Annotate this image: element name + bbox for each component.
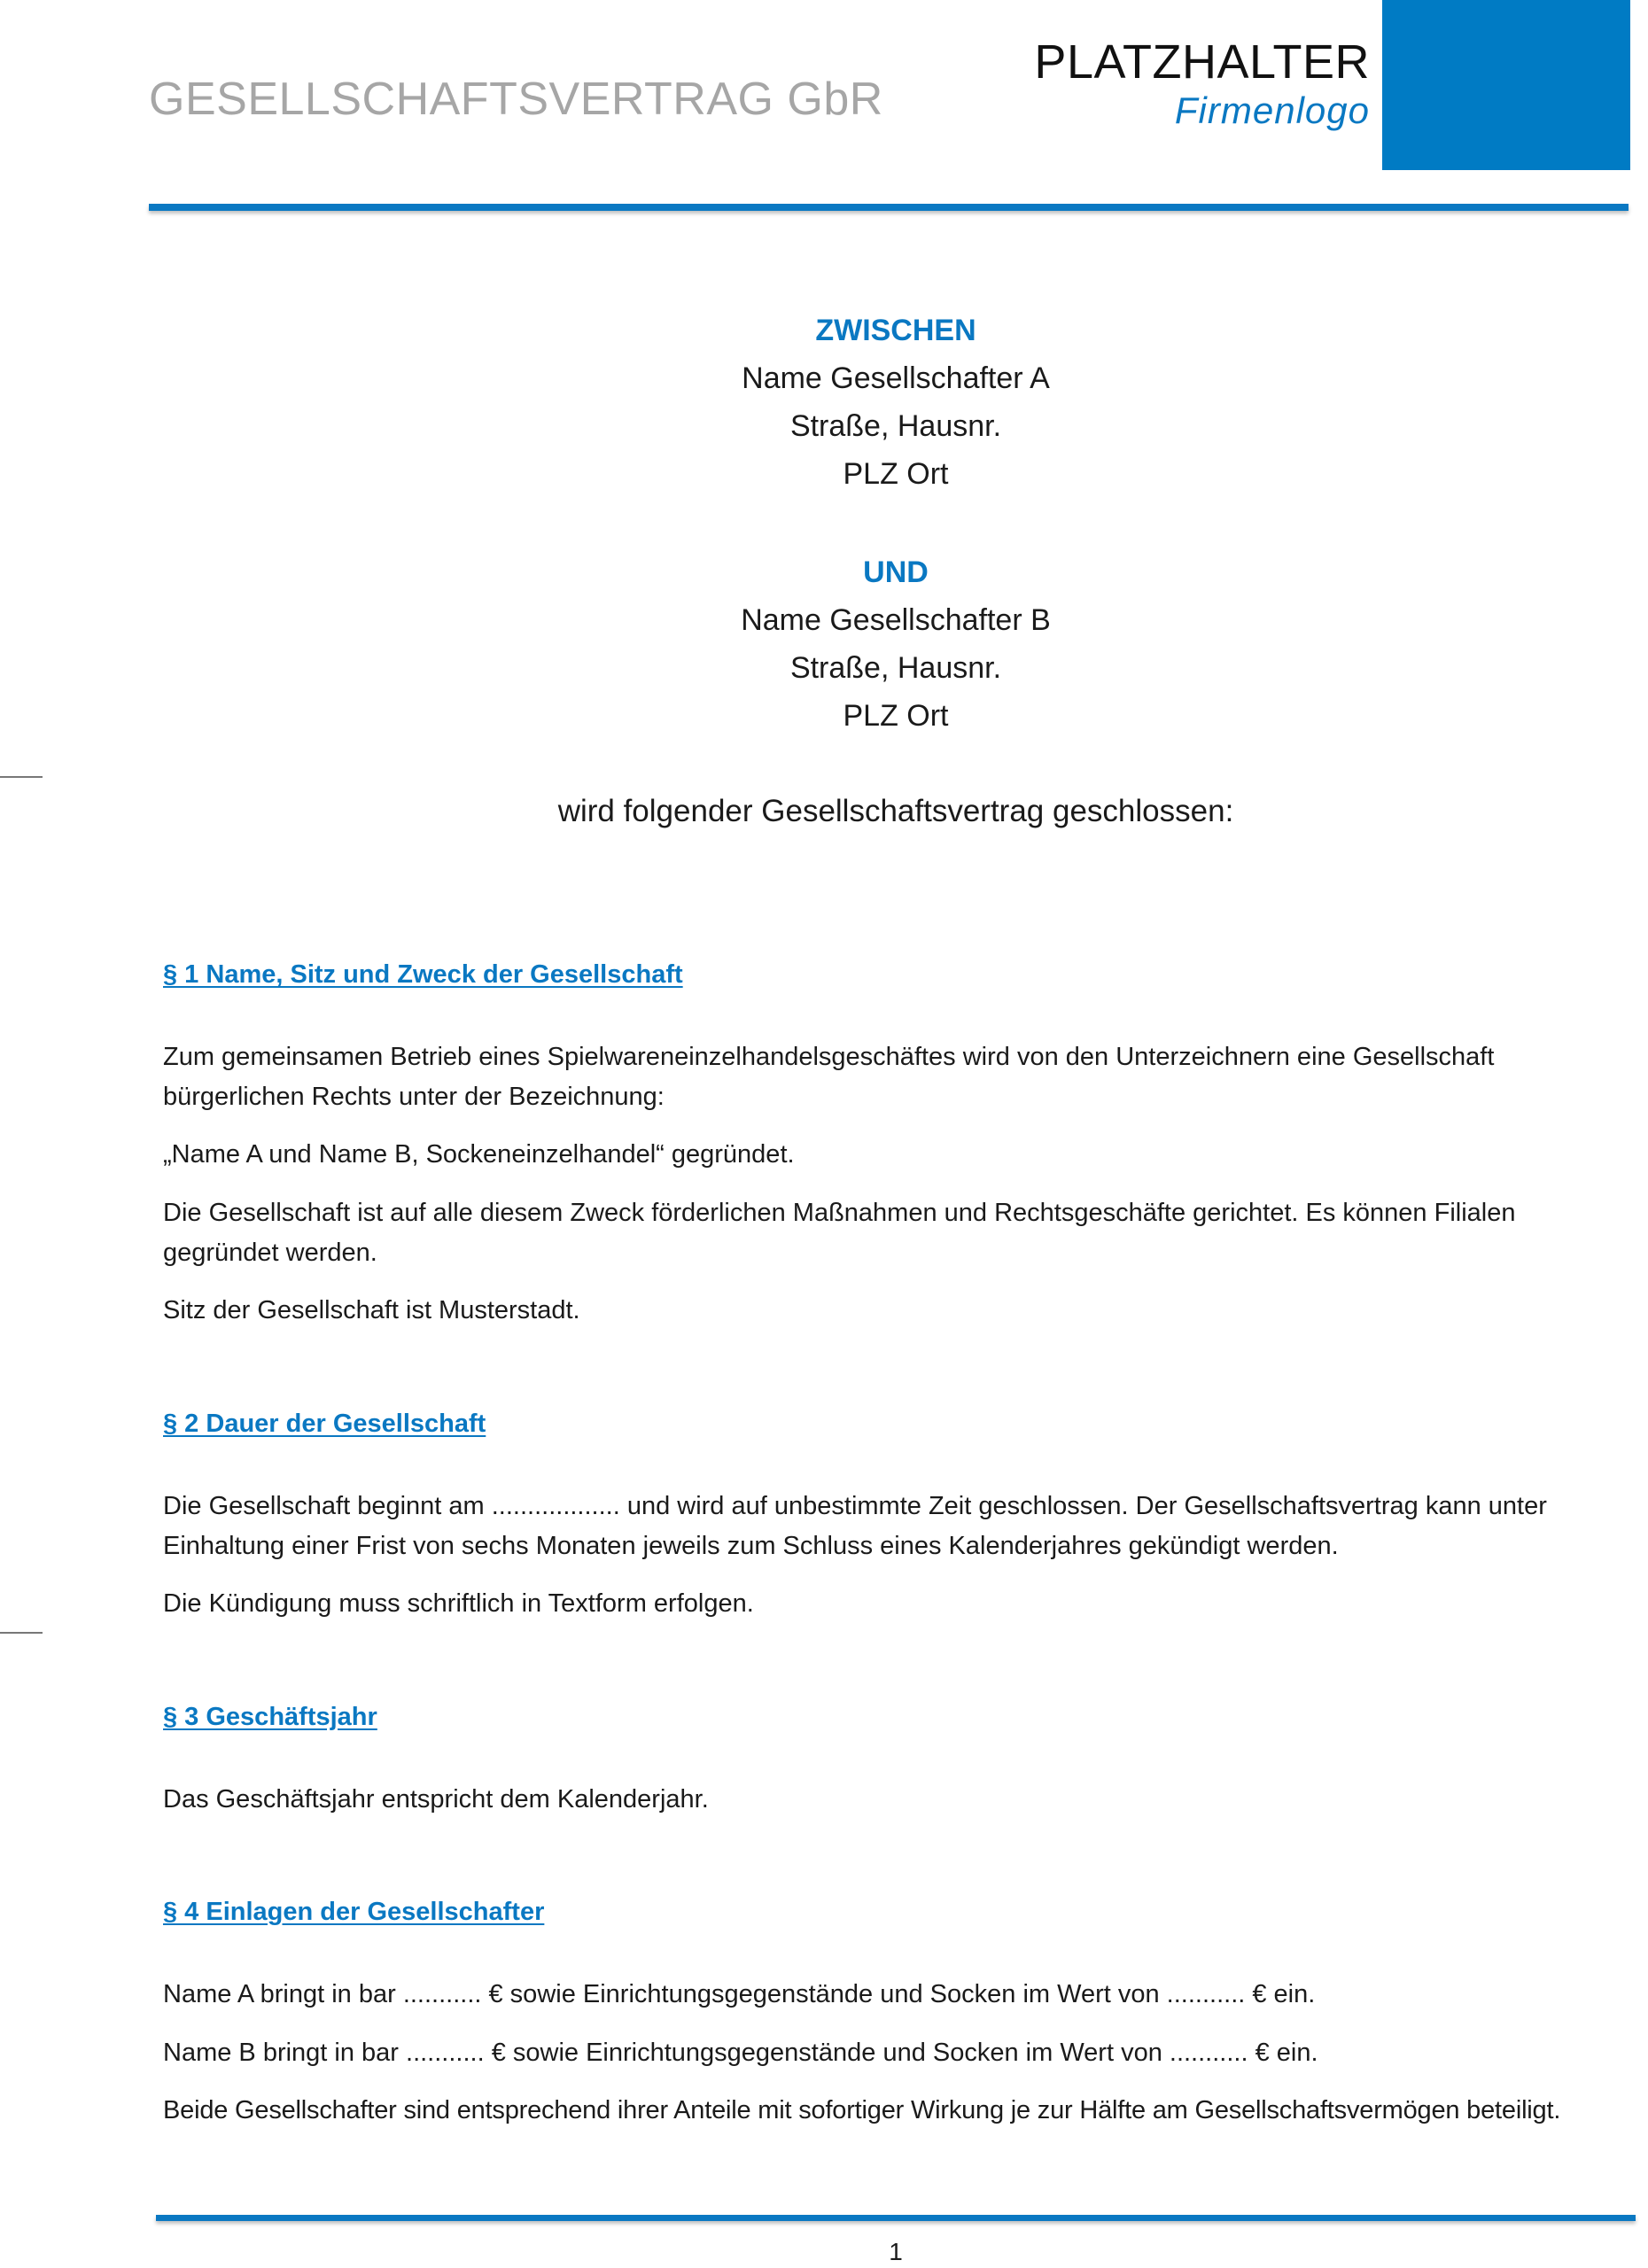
party-a-name: Name Gesellschafter A	[742, 361, 1050, 395]
header-divider	[149, 204, 1629, 211]
logo-main-text: PLATZHALTER	[1034, 35, 1370, 89]
section-3-heading: § 3 Geschäftsjahr	[163, 1703, 377, 1731]
party-b-name: Name Gesellschafter B	[741, 603, 1051, 637]
party-b-block	[0, 548, 1648, 740]
party-a-street: Straße, Hausnr.	[789, 409, 1002, 443]
footer-divider	[156, 2215, 1636, 2221]
section-4-paragraph: Name A bringt in bar ........... € sowie Einrichtungsgegenstände und Socken im Wert von ........... € ein.	[163, 1980, 1316, 2008]
section-4-heading: § 4 Einlagen der Gesellschafter	[163, 1898, 545, 1926]
and-label: UND	[863, 555, 929, 589]
company-logo	[1034, 34, 1370, 131]
party-a-block	[0, 307, 1648, 498]
section-1-paragraph: Sitz der Gesellschaft ist Musterstadt.	[163, 1296, 580, 1324]
section-2-heading: § 2 Dauer der Gesellschaft	[163, 1410, 486, 1438]
party-b-street: Straße, Hausnr.	[789, 651, 1002, 685]
logo-sub-text: Firmenlogo	[1174, 89, 1370, 131]
section-1-heading: § 1 Name, Sitz und Zweck der Gesellschaft	[163, 960, 683, 989]
document-title: GESELLSCHAFTSVERTRAG GbR	[149, 74, 883, 125]
section-2-paragraph: Die Gesellschaft beginnt am .................. und wird auf unbestimmte Zeit geschlossen. Der Gesellschaftsvertrag kann unter Einhaltung einer Frist von sechs Monaten jeweils zum Schluss eines Kalenderjahres gekündigt werden.	[163, 1492, 1547, 1560]
party-b-city: PLZ Ort	[843, 699, 949, 733]
page-number: 1	[889, 2238, 903, 2265]
party-a-city: PLZ Ort	[843, 457, 949, 491]
fold-mark-bottom	[0, 1632, 43, 1634]
section-2-paragraph: Die Kündigung muss schriftlich in Textform erfolgen.	[163, 1589, 754, 1618]
section-1-paragraph: Zum gemeinsamen Betrieb eines Spielwareneinzelhandelsgeschäftes wird von den Unterzeichnern eine Gesellschaft bürgerlichen Rechts unter der Bezeichnung:	[163, 1043, 1495, 1111]
section-1-paragraph: Die Gesellschaft ist auf alle diesem Zweck förderlichen Maßnahmen und Rechtsgeschäfte gerichtet. Es können Filialen gegründet werden.	[163, 1199, 1516, 1267]
section-4-paragraph: Name B bringt in bar ........... € sowie Einrichtungsgegenstände und Socken im Wert von ........... € ein.	[163, 2039, 1318, 2067]
logo-color-block	[1382, 0, 1630, 170]
section-3-paragraph: Das Geschäftsjahr entspricht dem Kalenderjahr.	[163, 1785, 709, 1814]
contract-closing-line: wird folgender Gesellschaftsvertrag geschlossen:	[557, 794, 1234, 828]
section-4-paragraph: Beide Gesellschafter sind entsprechend ihrer Anteile mit sofortiger Wirkung je zur Hälfte am Gesellschaftsvermögen beteiligt.	[163, 2096, 1561, 2124]
section-1-paragraph: „Name A und Name B, Sockeneinzelhandel“ gegründet.	[163, 1140, 795, 1169]
between-label: ZWISCHEN	[815, 314, 976, 347]
fold-mark-top	[0, 776, 43, 778]
